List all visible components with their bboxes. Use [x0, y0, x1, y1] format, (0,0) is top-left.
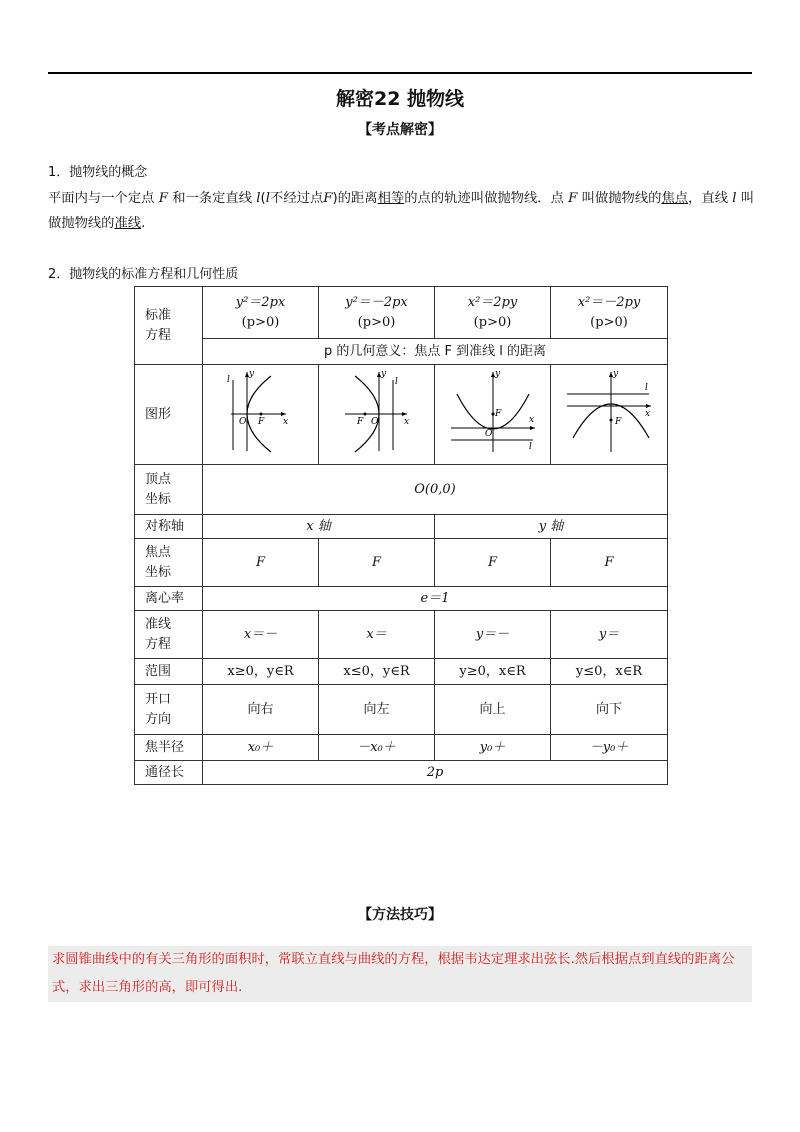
- eq-cell: y²＝－2px (p>0): [319, 287, 435, 339]
- row-label-axis: 对称轴: [135, 515, 203, 539]
- page-title: 解密22 抛物线: [335, 88, 465, 110]
- row-label-range: 范围: [135, 659, 203, 685]
- opening-cell: 向上: [435, 685, 551, 735]
- underlined-focus: 焦点: [661, 191, 689, 206]
- graph-label-l: l: [226, 375, 230, 385]
- table-row: [135, 365, 668, 465]
- parabola-right-graph: [211, 366, 311, 456]
- graph-label-y: y: [248, 369, 254, 379]
- eq-cell: x²＝－2py (p>0): [551, 287, 668, 339]
- table-row: [135, 339, 668, 365]
- graph-label-O: O: [484, 429, 492, 439]
- graph-label-l: l: [394, 377, 398, 387]
- row-label-focal-radius: 焦半径: [135, 735, 203, 761]
- parabola-left-graph: [327, 366, 427, 456]
- table-row: [135, 587, 668, 611]
- range-cell: y≥0，x∈R: [435, 659, 551, 685]
- parabola-down-graph: [559, 366, 659, 456]
- row-label-graph: 图形: [135, 365, 203, 465]
- graph-label-x: x: [645, 409, 651, 419]
- table-row: [135, 287, 668, 339]
- graph-label-O: O: [238, 417, 246, 427]
- method-heading: 【方法技巧】: [358, 907, 442, 923]
- axis-cell-x: x 轴: [203, 515, 435, 539]
- focal-radius-cell: x₀＋: [203, 735, 319, 761]
- row-label-std-eq: 标准 方程: [135, 287, 203, 365]
- opening-cell: 向右: [203, 685, 319, 735]
- directrix-cell: y＝: [551, 611, 668, 659]
- parabola-up-graph: [443, 366, 543, 456]
- graph-label-F: F: [257, 417, 264, 427]
- graph-cell-left: [319, 365, 435, 465]
- axis-cell-y: y 轴: [435, 515, 668, 539]
- graph-label-F: F: [356, 417, 363, 427]
- eq-cell: y²＝2px (p>0): [203, 287, 319, 339]
- vertex-cell: O(0,0): [203, 465, 668, 515]
- focal-radius-cell: －y₀＋: [551, 735, 668, 761]
- graph-label-y: y: [494, 369, 500, 379]
- section1-heading: 1．抛物线的概念: [48, 165, 148, 180]
- directrix-cell: x＝: [319, 611, 435, 659]
- focus-cell: F: [551, 539, 668, 587]
- focal-radius-cell: －x₀＋: [319, 735, 435, 761]
- concept-paragraph: 平面内与一个定点 F 和一条定直线 l(l不经过点F)的距离相等的点的轨迹叫做抛物线．点 F 叫做抛物线的焦点，直线 l 叫做抛物线的准线.: [48, 191, 755, 231]
- range-cell: y≤0，x∈R: [551, 659, 668, 685]
- eccentricity-cell: e＝1: [203, 587, 668, 611]
- graph-label-F: F: [615, 417, 622, 427]
- underlined-directrix: 准线: [114, 216, 142, 231]
- method-tip: 求圆锥曲线中的有关三角形的面积时，常联立直线与曲线的方程，根据韦达定理求出弦长.然后根据点到直线的距离公式，求出三角形的高，即可得出.: [48, 946, 752, 1002]
- range-cell: x≤0，y∈R: [319, 659, 435, 685]
- graph-label-x: x: [282, 417, 288, 427]
- row-label-latus: 通径长: [135, 761, 203, 785]
- underlined-equal: 相等: [377, 191, 405, 206]
- focal-radius-cell: y₀＋: [435, 735, 551, 761]
- focus-cell: F: [203, 539, 319, 587]
- opening-cell: 向下: [551, 685, 668, 735]
- table-row: [135, 539, 668, 587]
- section2-heading: 2．抛物线的标准方程和几何性质: [48, 267, 239, 282]
- table-row: [135, 659, 668, 685]
- row-label-vertex: 顶点 坐标: [135, 465, 203, 515]
- table-row: [135, 685, 668, 735]
- graph-label-y: y: [613, 369, 619, 379]
- graph-label-F: F: [494, 409, 501, 419]
- graph-label-l: l: [645, 383, 648, 393]
- table-row: [135, 611, 668, 659]
- graph-cell-down: [551, 365, 668, 465]
- directrix-cell: x＝－: [203, 611, 319, 659]
- graph-cell-right: [203, 365, 319, 465]
- row-label-ecc: 离心率: [135, 587, 203, 611]
- row-label-focus: 焦点 坐标: [135, 539, 203, 587]
- opening-cell: 向左: [319, 685, 435, 735]
- directrix-cell: y＝－: [435, 611, 551, 659]
- focus-cell: F: [319, 539, 435, 587]
- eq-cell: x²＝2py (p>0): [435, 287, 551, 339]
- graph-label-O: O: [370, 417, 378, 427]
- range-cell: x≥0，y∈R: [203, 659, 319, 685]
- row-label-directrix: 准线 方程: [135, 611, 203, 659]
- table-row: [135, 761, 668, 785]
- table-row: [135, 515, 668, 539]
- graph-cell-up: [435, 365, 551, 465]
- table-row: [135, 465, 668, 515]
- graph-label-x: x: [403, 417, 409, 427]
- p-meaning-cell: p 的几何意义：焦点 F 到准线 l 的距离: [203, 339, 668, 365]
- table-row: [135, 735, 668, 761]
- parabola-properties-table: [134, 286, 668, 785]
- latus-cell: 2p: [203, 761, 668, 785]
- graph-label-l: l: [528, 442, 532, 452]
- graph-label-x: x: [528, 415, 534, 425]
- header-rule: [48, 72, 752, 74]
- row-label-opening: 开口 方向: [135, 685, 203, 735]
- graph-label-y: y: [380, 369, 386, 379]
- focus-cell: F: [435, 539, 551, 587]
- section-subtitle: 【考点解密】: [358, 122, 442, 138]
